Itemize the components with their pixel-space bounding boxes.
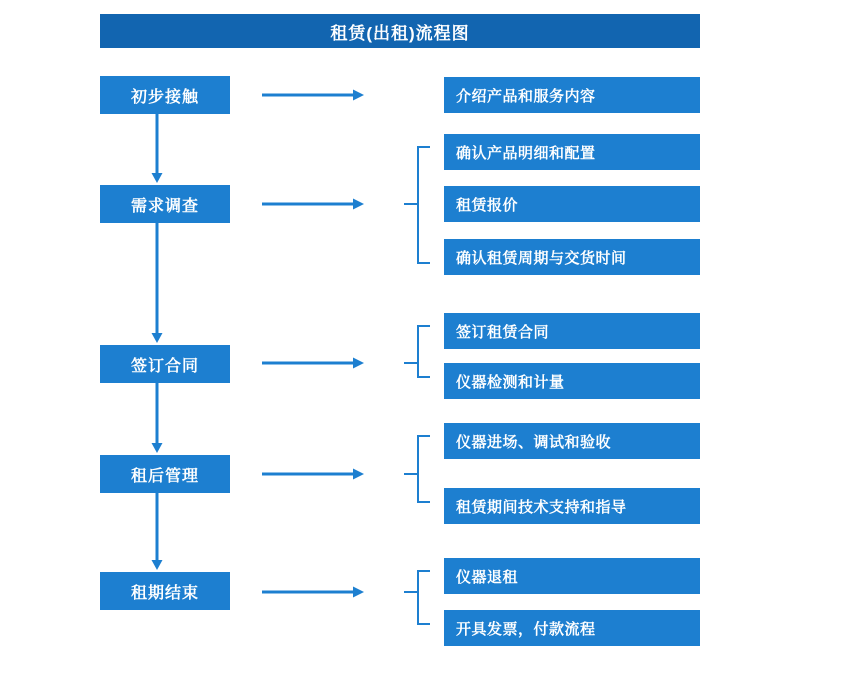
detail-label: 签订租赁合同 xyxy=(456,323,550,341)
stage-box[interactable] xyxy=(100,455,230,493)
stage-box[interactable] xyxy=(100,185,230,223)
branch-bracket xyxy=(404,325,432,378)
detail-box[interactable] xyxy=(444,610,700,646)
detail-label: 仪器检测和计量 xyxy=(456,373,565,391)
vertical-arrow xyxy=(148,223,166,343)
stage-box[interactable] xyxy=(100,76,230,114)
detail-label: 仪器退租 xyxy=(456,568,519,586)
vertical-arrow xyxy=(148,114,166,183)
detail-box[interactable] xyxy=(444,186,700,222)
detail-label: 租赁期间技术支持和指导 xyxy=(456,498,627,516)
stage-label: 租期结束 xyxy=(130,584,199,602)
detail-label: 仪器进场、调试和验收 xyxy=(456,433,612,451)
detail-label: 介绍产品和服务内容 xyxy=(456,87,596,105)
stage-label: 租后管理 xyxy=(130,467,199,485)
detail-box[interactable] xyxy=(444,313,700,349)
vertical-arrow xyxy=(148,383,166,453)
stage-label: 签订合同 xyxy=(130,357,199,375)
detail-box[interactable] xyxy=(444,363,700,399)
stage-box[interactable] xyxy=(100,572,230,610)
detail-box[interactable] xyxy=(444,558,700,594)
detail-label: 开具发票，付款流程 xyxy=(456,620,596,638)
horizontal-arrow xyxy=(262,197,364,211)
detail-label: 确认产品明细和配置 xyxy=(456,144,596,162)
detail-box[interactable] xyxy=(444,239,700,275)
branch-bracket xyxy=(404,435,432,503)
horizontal-arrow xyxy=(262,467,364,481)
detail-box[interactable] xyxy=(444,77,700,113)
horizontal-arrow xyxy=(262,356,364,370)
branch-bracket xyxy=(404,146,432,264)
stage-box[interactable] xyxy=(100,345,230,383)
detail-box[interactable] xyxy=(444,134,700,170)
vertical-arrow xyxy=(148,493,166,570)
stage-label: 初步接触 xyxy=(130,88,199,106)
detail-label: 租赁报价 xyxy=(456,196,519,214)
detail-box[interactable] xyxy=(444,423,700,459)
branch-bracket xyxy=(404,570,432,625)
page-title: 租赁(出租)流程图 xyxy=(100,14,700,48)
horizontal-arrow xyxy=(262,88,364,102)
detail-label: 确认租赁周期与交货时间 xyxy=(456,249,627,267)
stage-label: 需求调查 xyxy=(130,197,199,215)
horizontal-arrow xyxy=(262,585,364,599)
detail-box[interactable] xyxy=(444,488,700,524)
